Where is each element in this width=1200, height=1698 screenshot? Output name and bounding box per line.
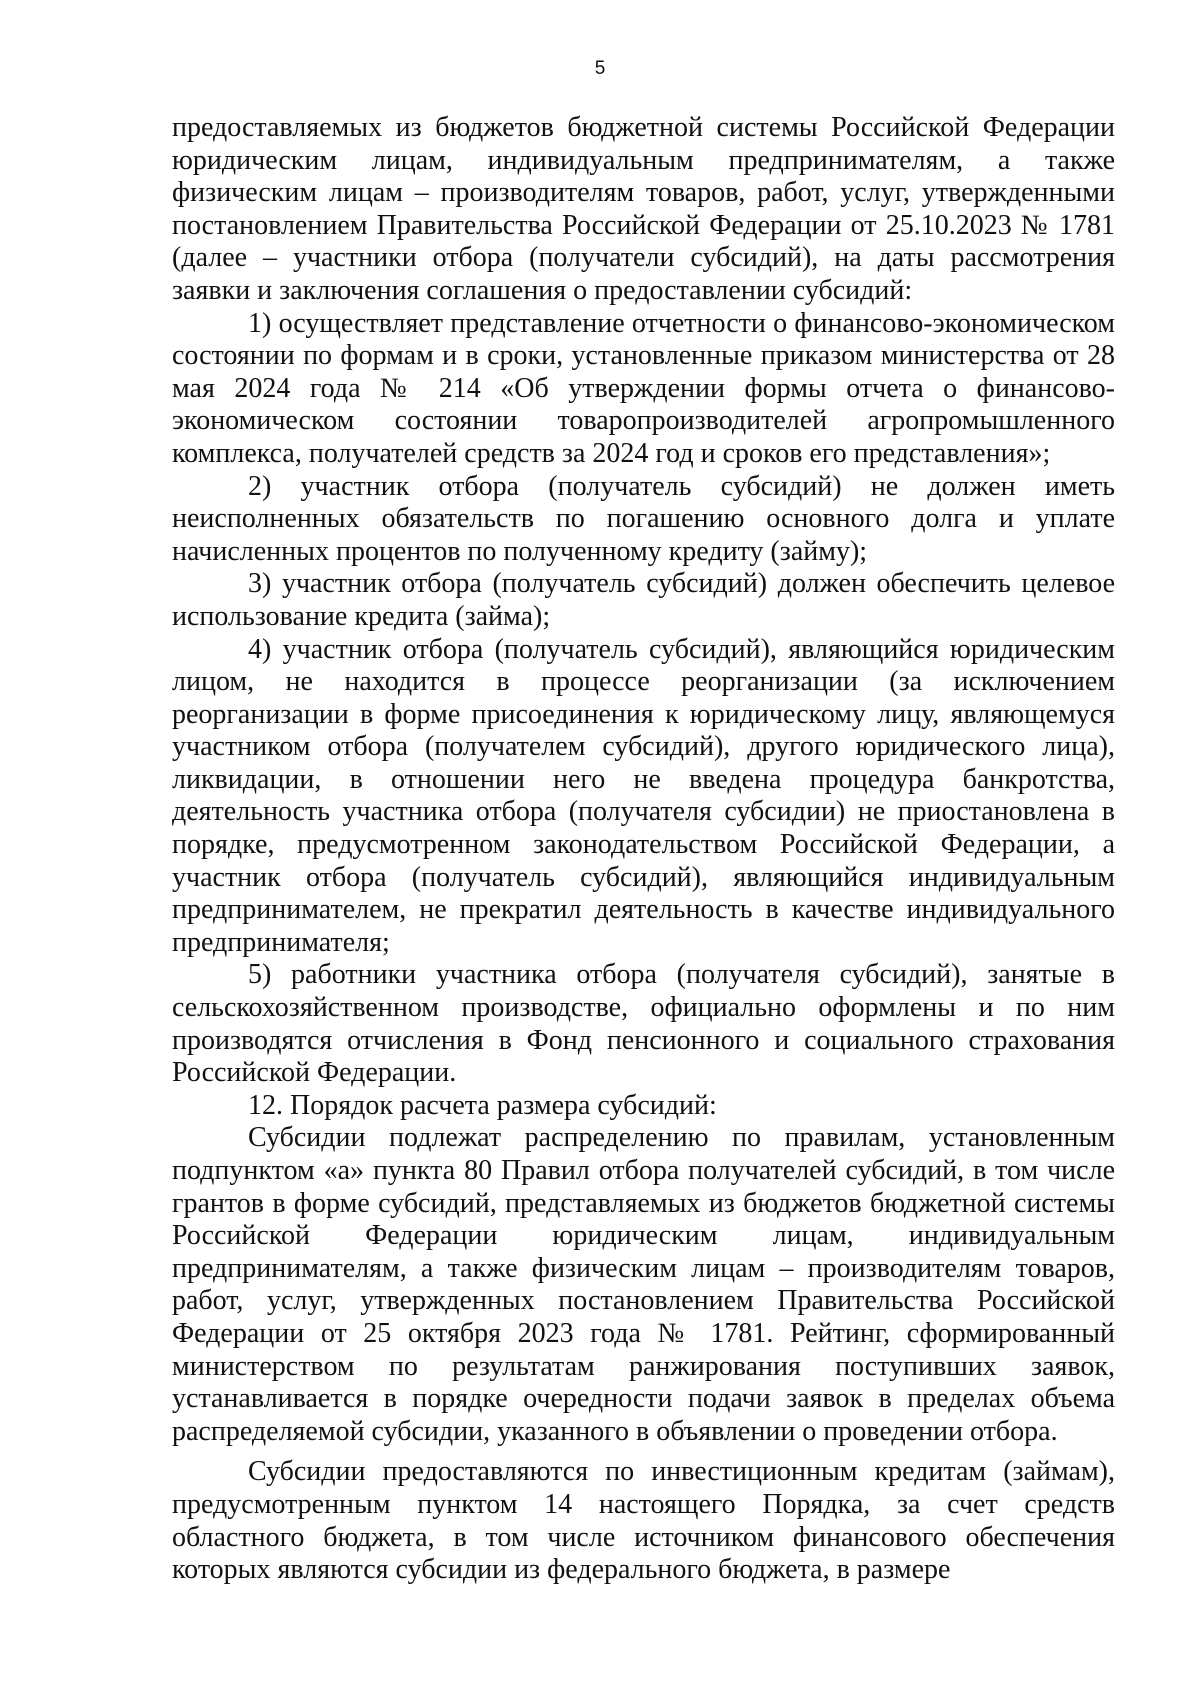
paragraph-item-3: 3) участник отбора (получатель субсидий) должен обеспечить целевое использование кредита (займа);	[172, 568, 1115, 632]
paragraph-distribution-rules: Субсидии подлежат распределению по правилам, установленным подпунктом «а» пункта 80 Правил отбора получателей субсидий, в том числе грантов в форме субсидий, представляемых из бюджетов бюджетной системы Российской Федерации юридическим лицам, индивидуальным предпринимателям, а также физическим лицам – производителям товаров, работ, услуг, утвержденных постановлением Правительства Российской Федерации от 25 октября 2023 года № 1781. Рейтинг, сформированный министерством по результатам ранжирования поступивших заявок, устанавливается в порядке очередности подачи заявок в пределах объема распределяемой субсидии, указанного в объявлении о проведении отбора.	[172, 1122, 1115, 1447]
paragraph-item-1: 1) осуществляет представление отчетности о финансово-экономическом состоянии по формам и в сроки, установленные приказом министерства от 28 мая 2024 года № 214 «Об утверждении формы отчета о финансово-экономическом состоянии товаропроизводителей агропромышленного комплекса, получателей средств за 2024 год и сроков его представления»;	[172, 307, 1115, 469]
paragraph-item-4: 4) участник отбора (получатель субсидий), являющийся юридическим лицом, не находится в процессе реорганизации (за исключением реорганизации в форме присоединения к юридическому лицу, являющемуся участником отбора (получателем субсидий), другого юридического лица), ликвидации, в отношении него не введена процедура банкротства, деятельность участника отбора (получателя субсидии) не приостановлена в порядке, предусмотренном законодательством Российской Федерации, а участник отбора (получатель субсидий), являющийся индивидуальным предпринимателем, не прекратил деятельность в качестве индивидуального предпринимателя;	[172, 633, 1115, 958]
document-body	[172, 112, 1115, 1587]
section-heading-12: 12. Порядок расчета размера субсидий:	[248, 1089, 717, 1121]
paragraph-investment-credits: Субсидии предоставляются по инвестиционным кредитам (займам), предусмотренным пунктом 14 настоящего Порядка, за счет средств областного бюджета, в том числе источником финансового обеспечения которых являются субсидии из федерального бюджета, в размере	[172, 1456, 1115, 1586]
paragraph-continuation: предоставляемых из бюджетов бюджетной системы Российской Федерации юридическим лицам, индивидуальным предпринимателям, а также физическим лицам – производителям товаров, работ, услуг, утвержденными постановлением Правительства Российской Федерации от 25.10.2023 № 1781 (далее – участники отбора (получатели субсидий), на даты рассмотрения заявки и заключения соглашения о предоставлении субсидий:	[172, 112, 1115, 306]
paragraph-item-5: 5) работники участника отбора (получателя субсидий), занятые в сельскохозяйственном производстве, официально оформлены и по ним производятся отчисления в Фонд пенсионного и социального страхования Российской Федерации.	[172, 959, 1115, 1089]
page-number: 5	[594, 58, 606, 79]
paragraph-item-2: 2) участник отбора (получатель субсидий) не должен иметь неисполненных обязательств по погашению основного долга и уплате начисленных процентов по полученному кредиту (займу);	[172, 470, 1115, 567]
